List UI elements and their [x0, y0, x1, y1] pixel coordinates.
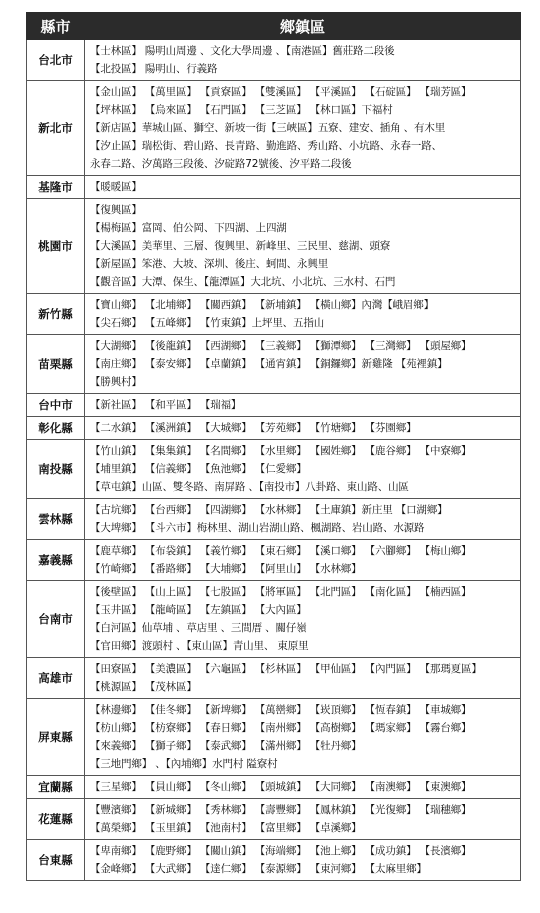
county-cell: 南投縣 [27, 440, 85, 499]
county-cell: 嘉義縣 [27, 540, 85, 581]
towns-line: 【大埤鄉】 【斗六市】梅林里、湖山岩湖山路、楓湖路、岩山路、水源路 [90, 522, 425, 534]
towns-cell [85, 540, 521, 581]
table-row [27, 335, 521, 394]
towns-cell [85, 799, 521, 840]
table-row [27, 840, 521, 881]
county-cell: 桃園市 [27, 199, 85, 294]
county-cell: 雲林縣 [27, 499, 85, 540]
table-row [27, 658, 521, 699]
towns-line: 【田寮區】 【美濃區】 【六龜區】 【杉林區】 【甲仙區】 【內門區】 【那瑪夏區】 [90, 663, 482, 675]
towns-line: 【林邊鄉】 【佳冬鄉】 【新埤鄉】 【萬巒鄉】 【崁頂鄉】 【恆春鎮】 【車城鄉】 [90, 704, 472, 716]
towns-line: 【卑南鄉】 【鹿野鄉】 【關山鎮】 【海端鄉】 【池上鄉】 【成功鎮】 【長濱鄉】 [90, 845, 472, 857]
towns-cell [85, 440, 521, 499]
towns-line: 【新社區】 【和平區】 【瑞福】 [90, 399, 242, 411]
table-row [27, 417, 521, 440]
towns-line: 【大湖鄉】 【後龍鎮】 【西湖鄉】 【三義鄉】 【獅潭鄉】 【三灣鄉】 【頭屋鄉】 [90, 340, 472, 352]
county-cell: 台北市 [27, 40, 85, 81]
table-row [27, 499, 521, 540]
table-body [27, 40, 521, 881]
towns-line: 【竹崎鄉】 【番路鄉】 【大埔鄉】 【阿里山】 【水林鄉】 [90, 563, 362, 575]
table-row [27, 776, 521, 799]
towns-line: 【寶山鄉】 【北埔鄉】 【關西鎮】 【新埔鎮】 【橫山鄉】內灣【峨眉鄉】 [90, 299, 434, 311]
table-row [27, 81, 521, 176]
towns-line: 【萬榮鄉】 【玉里鎮】 【池南村】 【富里鄉】 【卓溪鄉】 [90, 822, 362, 834]
county-cell: 花蓮縣 [27, 799, 85, 840]
towns-cell [85, 699, 521, 776]
towns-cell [85, 658, 521, 699]
towns-line: 【竹山鎮】 【集集鎮】 【名間鄉】 【水里鄉】 【國姓鄉】 【鹿谷鄉】 【中寮鄉】 [90, 445, 472, 457]
towns-cell [85, 581, 521, 658]
county-cell: 台南市 [27, 581, 85, 658]
towns-line: 【新屋區】笨港、大坡、深圳、後庄、蚵間、永興里 [90, 258, 329, 270]
towns-line: 【暖暖區】 [90, 181, 142, 193]
table-row [27, 394, 521, 417]
table-header-row [27, 13, 521, 40]
towns-line: 【金峰鄉】 【大武鄉】 【達仁鄉】 【泰源鄉】 【東河鄉】 【太麻里鄉】 [90, 863, 427, 875]
county-cell: 苗栗縣 [27, 335, 85, 394]
towns-cell [85, 199, 521, 294]
county-cell: 彰化縣 [27, 417, 85, 440]
towns-cell [85, 499, 521, 540]
towns-line: 【汐止區】瑞松街、碧山路、長青路、勤進路、秀山路、小坑路、永春一路、 [90, 140, 442, 152]
towns-line: 【復興區】 [90, 204, 142, 216]
towns-cell [85, 81, 521, 176]
county-cell: 高雄市 [27, 658, 85, 699]
towns-line: 【南庄鄉】 【泰安鄉】 【卓蘭鎮】 【通宵鎮】 【銅鑼鄉】新雞隆 【苑裡鎮】 [90, 358, 448, 370]
towns-line: 【北投區】 陽明山、行義路 [90, 63, 218, 75]
table-row [27, 176, 521, 199]
towns-line: 【士林區】 陽明山周邊 、文化大學周邊 、【南港區】舊莊路二段後 [90, 45, 395, 57]
towns-line: 【二水鎮】 【溪洲鎮】 【大城鄉】 【芳苑鄉】 【竹塘鄉】 【芬園鄉】 [90, 422, 417, 434]
towns-cell [85, 294, 521, 335]
county-cell: 新北市 [27, 81, 85, 176]
county-cell: 台東縣 [27, 840, 85, 881]
table-row [27, 294, 521, 335]
towns-line: 【新店區】華城山區、獅空、新坡一街【三峽區】五寮、建安、插角 、有木里 [90, 122, 446, 134]
towns-line: 【觀音區】大潭、保生、【龍潭區】大北坑、小北坑、三水村、石門 [90, 276, 396, 288]
towns-cell [85, 394, 521, 417]
towns-cell [85, 40, 521, 81]
towns-line: 【坪林區】 【烏來區】 【石門區】 【三芝區】 【林口區】下福村 [90, 104, 393, 116]
towns-line: 【豐濱鄉】 【新城鄉】 【秀林鄉】 【壽豐鄉】 【鳳林鎮】 【光復鄉】 【瑞穗鄉】 [90, 804, 472, 816]
towns-line: 【鹿草鄉】 【布袋鎮】 【義竹鄉】 【東石鄉】 【溪口鄉】 【六腳鄉】 【梅山鄉】 [90, 545, 472, 557]
towns-cell [85, 176, 521, 199]
towns-line: 【玉井區】 【龍崎區】 【左鎮區】 【大內區】 [90, 604, 307, 616]
towns-line: 【埔里鎮】 【信義鄉】 【魚池鄉】 【仁愛鄉】 [90, 463, 307, 475]
towns-cell [85, 776, 521, 799]
county-column-header: 縣市 [27, 13, 85, 40]
towns-line: 【枋山鄉】 【枋寮鄉】 【春日鄉】 【南州鄉】 【高樹鄉】 【瑪家鄉】 【霧台鄉】 [90, 722, 472, 734]
table-row [27, 540, 521, 581]
table-row [27, 581, 521, 658]
county-cell: 台中市 [27, 394, 85, 417]
county-cell: 屏東縣 [27, 699, 85, 776]
towns-line: 永春二路、汐萬路三段後、汐碇路72號後、汐平路二段後 [90, 158, 352, 170]
table-row [27, 40, 521, 81]
towns-line: 【三地門鄉】 、【內埔鄉】水門村 隘寮村 [90, 758, 278, 770]
towns-line: 【大溪區】美華里、三層、復興里、新峰里、三民里、慈湖、頭寮 [90, 240, 391, 252]
area-table [26, 12, 521, 881]
towns-cell [85, 417, 521, 440]
towns-line: 【尖石鄉】 【五峰鄉】 【竹東鎮】上坪里、五指山 [90, 317, 325, 329]
towns-line: 【古坑鄉】 【台西鄉】 【四湖鄉】 【水林鄉】 【土庫鎮】新庄里 【口湖鄉】 [90, 504, 448, 516]
towns-line: 【白河區】仙草埔 、草店里 、三間厝 、關仔嶺 [90, 622, 307, 634]
towns-line: 【勝興村】 [90, 376, 142, 388]
table-row [27, 699, 521, 776]
towns-line: 【來義鄉】 【獅子鄉】 【泰武鄉】 【滿州鄉】 【牡丹鄉】 [90, 740, 362, 752]
towns-line: 【後壁區】 【山上區】 【七股區】 【將軍區】 【北門區】 【南化區】 【楠西區】 [90, 586, 472, 598]
county-cell: 新竹縣 [27, 294, 85, 335]
towns-cell [85, 335, 521, 394]
table-row [27, 440, 521, 499]
towns-column-header: 鄉鎮區 [85, 13, 521, 40]
towns-line: 【金山區】 【萬里區】 【貢寮區】 【雙溪區】 【平溪區】 【石碇區】 【瑞芳區】 [90, 86, 472, 98]
county-cell: 宜蘭縣 [27, 776, 85, 799]
towns-line: 【三星鄉】 【員山鄉】 【冬山鄉】 【頭城鎮】 【大同鄉】 【南澳鄉】 【東澳鄉】 [90, 781, 472, 793]
county-cell: 基隆市 [27, 176, 85, 199]
towns-line: 【草屯鎮】山區、雙冬路、南屏路 、【南投市】八卦路、東山路、山區 [90, 481, 409, 493]
towns-line: 【桃源區】 【茂林區】 [90, 681, 197, 693]
table-row [27, 799, 521, 840]
towns-line: 【楊梅區】富岡、伯公岡、下四湖、上四湖 [90, 222, 287, 234]
area-table-container [26, 12, 520, 881]
table-row [27, 199, 521, 294]
towns-cell [85, 840, 521, 881]
towns-line: 【官田鄉】渡頭村 、【東山區】青山里、 東原里 [90, 640, 309, 652]
